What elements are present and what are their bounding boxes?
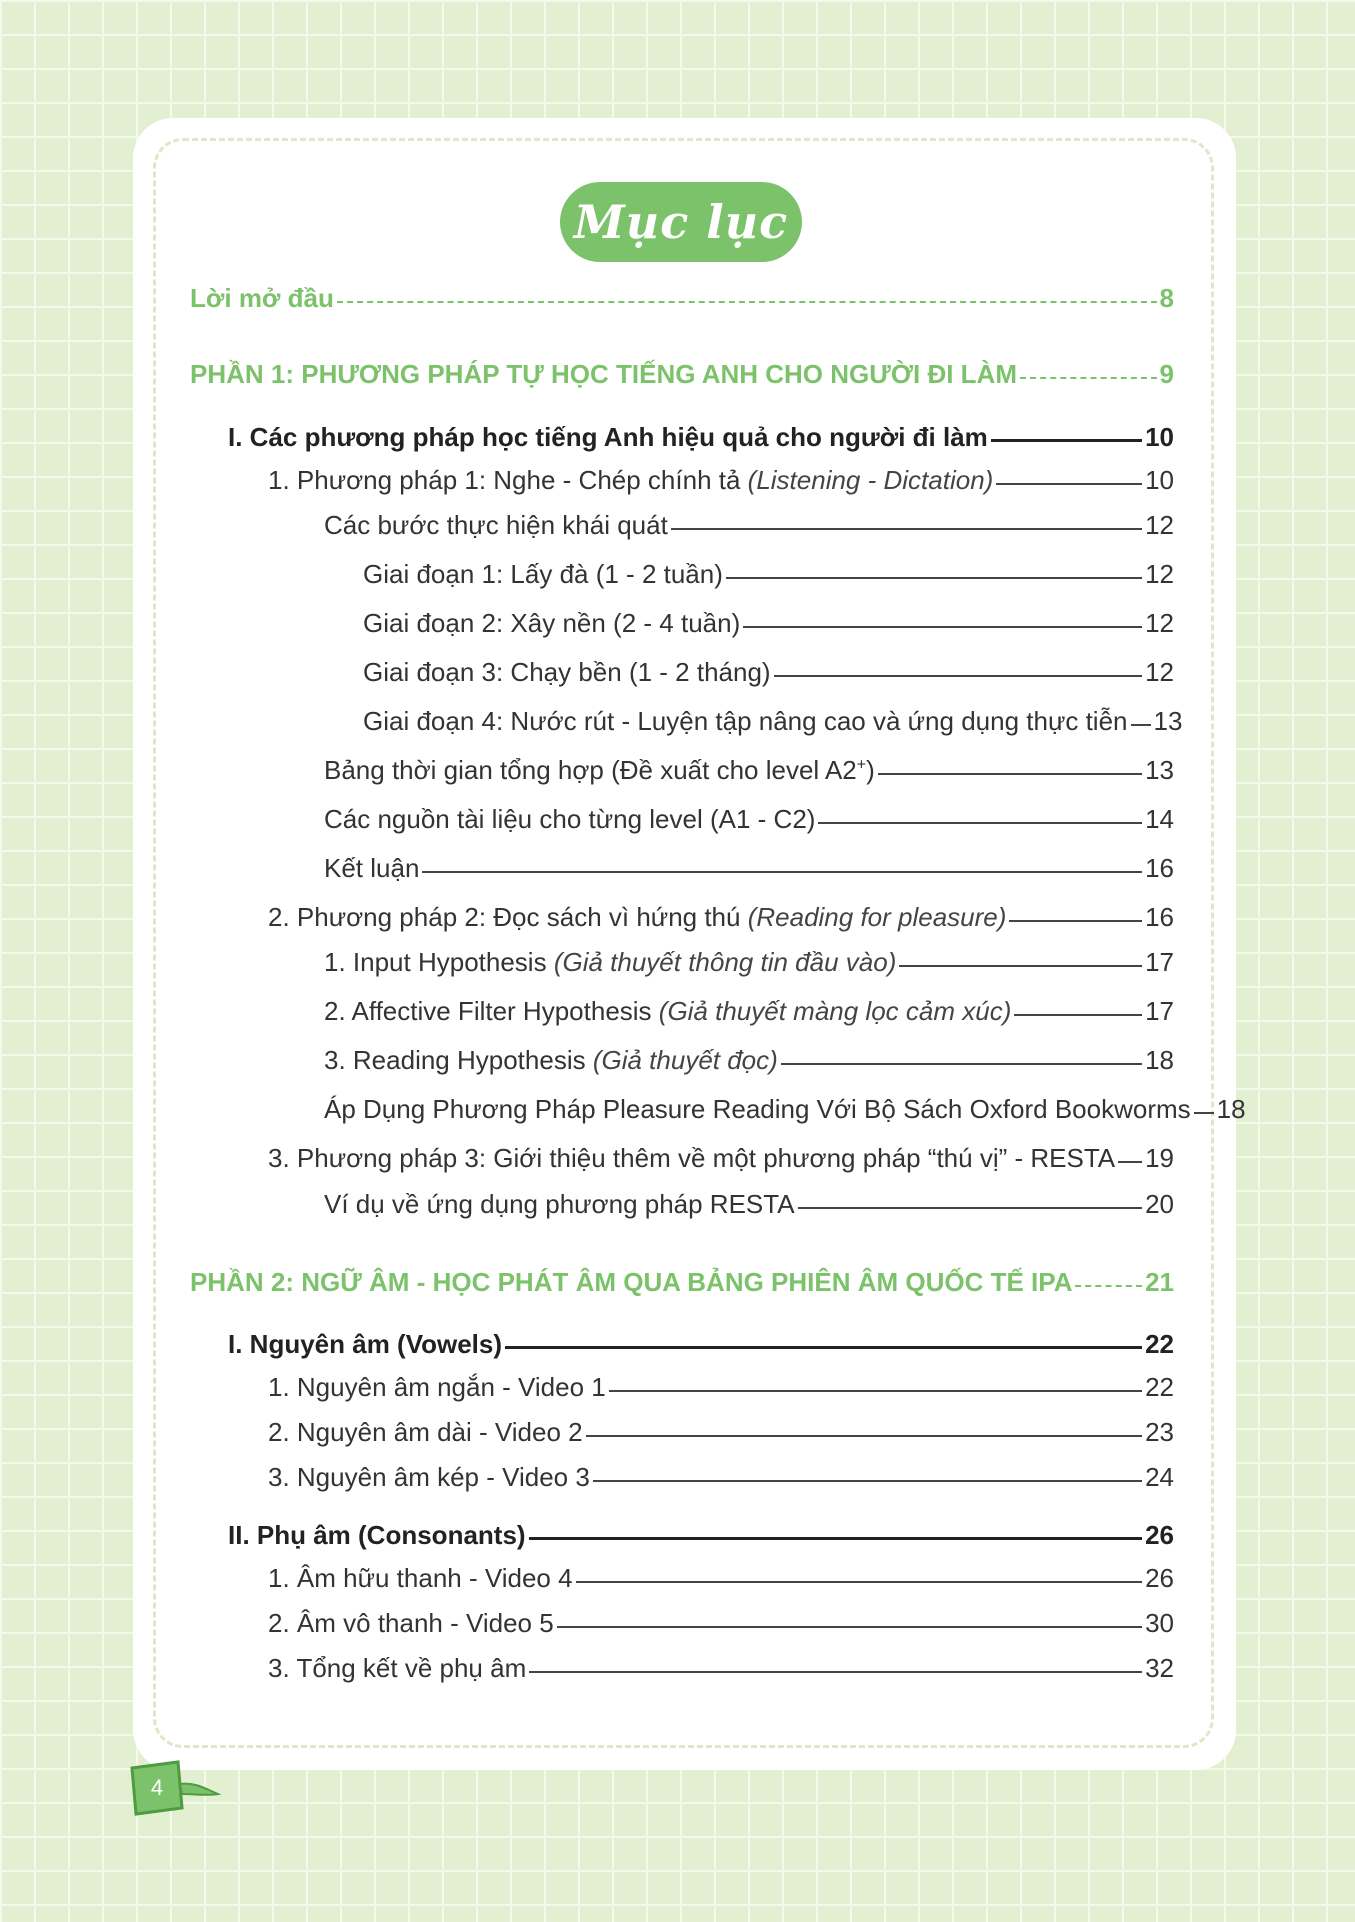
toc-entry-intro[interactable]: Lời mở đầu 8 — [190, 283, 1174, 313]
toc-entry-conclusion[interactable]: Kết luận 16 — [324, 853, 1174, 883]
toc-entry-resources[interactable]: Các nguồn tài liệu cho từng level (A1 - C2) 14 — [324, 804, 1174, 834]
toc-entry-stage-1[interactable]: Giai đoạn 1: Lấy đà (1 - 2 tuần) 12 — [363, 559, 1174, 589]
toc-entry-voiced[interactable]: 1. Âm hữu thanh - Video 4 26 — [268, 1563, 1174, 1593]
page-number-tag — [128, 1760, 192, 1816]
toc-entry-voiceless[interactable]: 2. Âm vô thanh - Video 5 30 — [268, 1608, 1174, 1638]
toc-entry-section-vowels[interactable]: I. Nguyên âm (Vowels) 22 — [228, 1329, 1174, 1359]
toc-entry-method-3[interactable]: 3. Phương pháp 3: Giới thiệu thêm về một phương pháp “thú vị” - RESTA 19 — [268, 1143, 1174, 1173]
toc-entry-method-2[interactable]: 2. Phương pháp 2: Đọc sách vì hứng thú (Reading for pleasure) 16 — [268, 902, 1174, 932]
toc-entry-method-1[interactable]: 1. Phương pháp 1: Nghe - Chép chính tả (Listening - Dictation) 10 — [268, 465, 1174, 495]
toc-entry-section-methods[interactable]: I. Các phương pháp học tiếng Anh hiệu quả cho người đi làm 10 — [228, 422, 1174, 452]
toc-entry-stage-3[interactable]: Giai đoạn 3: Chạy bền (1 - 2 tháng) 12 — [363, 657, 1174, 687]
toc-entry-input-hypothesis[interactable]: 1. Input Hypothesis (Giả thuyết thông tin đầu vào) 17 — [324, 947, 1174, 977]
toc-entry-timetable[interactable]: Bảng thời gian tổng hợp (Đề xuất cho level A2+) 13 — [324, 755, 1174, 785]
toc-entry-part-2[interactable]: PHẦN 2: NGỮ ÂM - HỌC PHÁT ÂM QUA BẢNG PHIÊN ÂM QUỐC TẾ IPA 21 — [190, 1267, 1174, 1297]
toc-entry-stage-4[interactable]: Giai đoạn 4: Nước rút - Luyện tập nâng cao và ứng dụng thực tiễn 13 — [363, 706, 1183, 736]
page-number: 4 — [150, 1775, 164, 1800]
page-title: Mục lục — [560, 182, 802, 262]
toc-entry-long-vowels[interactable]: 2. Nguyên âm dài - Video 2 23 — [268, 1417, 1174, 1447]
toc-entry-consonant-summary[interactable]: 3. Tổng kết về phụ âm 32 — [268, 1653, 1174, 1683]
toc-entry-short-vowels[interactable]: 1. Nguyên âm ngắn - Video 1 22 — [268, 1372, 1174, 1402]
toc-entry-stage-2[interactable]: Giai đoạn 2: Xây nền (2 - 4 tuần) 12 — [363, 608, 1174, 638]
toc-entry-resta-example[interactable]: Ví dụ về ứng dụng phương pháp RESTA 20 — [324, 1189, 1174, 1219]
toc-entry-pleasure-reading[interactable]: Áp Dụng Phương Pháp Pleasure Reading Với Bộ Sách Oxford Bookworms 18 — [324, 1094, 1246, 1124]
toc-entry-reading-hypothesis[interactable]: 3. Reading Hypothesis (Giả thuyết đọc) 18 — [324, 1045, 1174, 1075]
toc-entry-section-consonants[interactable]: II. Phụ âm (Consonants) 26 — [228, 1520, 1174, 1550]
toc-entry-part-1[interactable]: PHẦN 1: PHƯƠNG PHÁP TỰ HỌC TIẾNG ANH CHO NGƯỜI ĐI LÀM 9 — [190, 359, 1174, 389]
toc-entry-general-steps[interactable]: Các bước thực hiện khái quát 12 — [324, 510, 1174, 540]
toc-entry-diphthongs[interactable]: 3. Nguyên âm kép - Video 3 24 — [268, 1462, 1174, 1492]
toc-entry-affective-filter[interactable]: 2. Affective Filter Hypothesis (Giả thuyết màng lọc cảm xúc) 17 — [324, 996, 1174, 1026]
